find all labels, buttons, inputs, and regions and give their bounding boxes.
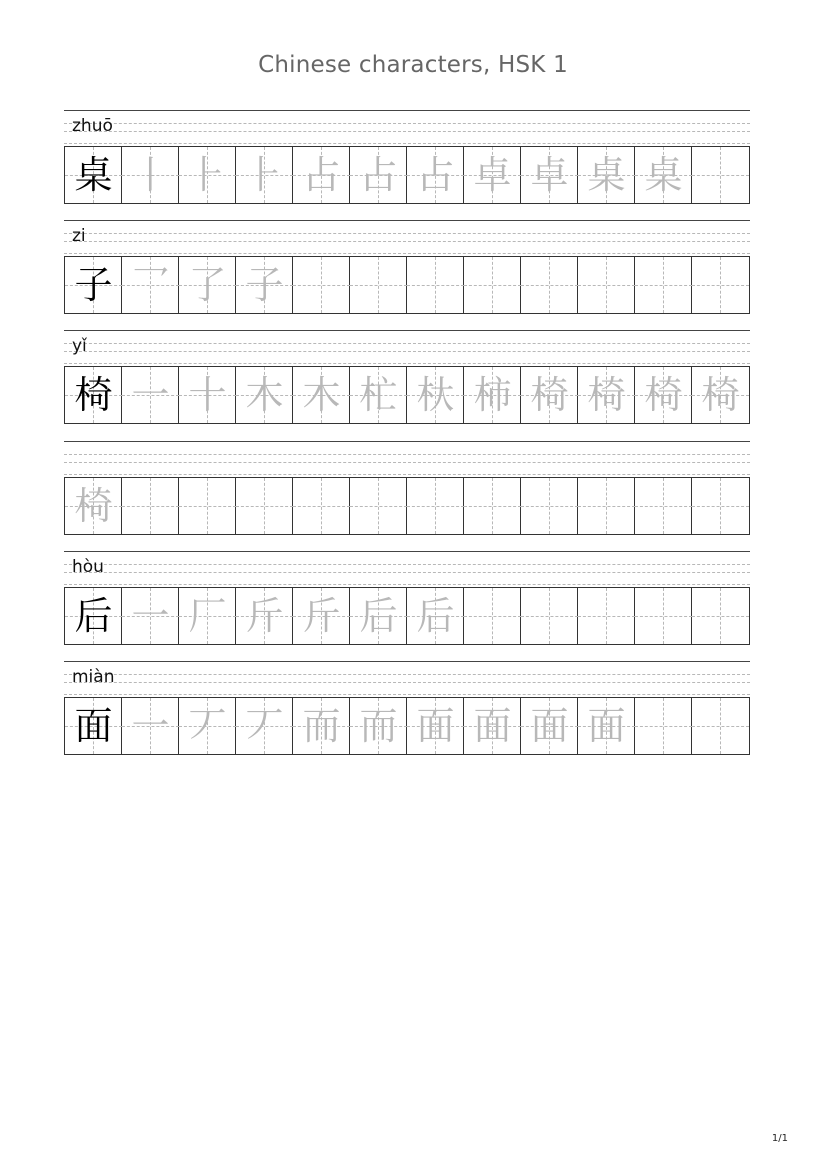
stroke-order-character: 一 [131, 373, 170, 417]
practice-cell [293, 257, 350, 313]
stroke-order-character: 乛 [131, 263, 170, 307]
pinyin-guide-line [64, 694, 750, 695]
practice-cell [179, 588, 236, 644]
stroke-order-character: 木 [245, 373, 284, 417]
practice-cell [692, 588, 749, 644]
cell-guide-horizontal [635, 616, 692, 617]
model-character-cell [65, 257, 122, 313]
pinyin-guide-line [64, 363, 750, 364]
practice-cell [407, 367, 464, 423]
page-number: 1/1 [771, 1133, 788, 1144]
pinyin-guide-line [64, 674, 750, 675]
practice-cell [464, 698, 521, 754]
pinyin-band [64, 441, 750, 477]
cell-guide-horizontal [692, 506, 749, 507]
practice-cell [635, 698, 692, 754]
practice-cell [179, 478, 236, 534]
pinyin-guide-line [64, 253, 750, 254]
practice-cell [578, 698, 635, 754]
stroke-order-character: 丆 [188, 704, 227, 748]
pinyin-guide-line [64, 220, 750, 221]
stroke-order-character: 桌 [587, 153, 626, 197]
practice-cell [293, 588, 350, 644]
pinyin-guide-line [64, 474, 750, 475]
practice-cell [692, 367, 749, 423]
cell-guide-horizontal [179, 506, 236, 507]
practice-cell [407, 147, 464, 203]
practice-cell [293, 147, 350, 203]
character-grid [64, 146, 750, 204]
stroke-order-character: 一 [131, 594, 170, 638]
model-character-cell [65, 588, 122, 644]
cell-guide-horizontal [521, 506, 578, 507]
pinyin-band [64, 220, 750, 256]
stroke-order-character: 柿 [473, 373, 512, 417]
practice-cell [464, 478, 521, 534]
stroke-order-character: 了 [188, 263, 227, 307]
stroke-order-character: 后 [359, 594, 398, 638]
practice-cell [179, 147, 236, 203]
stroke-order-character: 占 [302, 153, 341, 197]
model-character: 桌 [74, 153, 113, 197]
practice-cell [122, 257, 179, 313]
stroke-order-character: 椅 [701, 373, 740, 417]
pinyin-guide-line [64, 584, 750, 585]
cell-guide-horizontal [578, 285, 635, 286]
stroke-order-character: 椅 [644, 373, 683, 417]
pinyin-guide-line [64, 143, 750, 144]
practice-cell [635, 147, 692, 203]
pinyin-guide-line [64, 564, 750, 565]
practice-cell [293, 367, 350, 423]
stroke-order-character: 杕 [416, 373, 455, 417]
cell-guide-horizontal [350, 506, 407, 507]
cell-guide-horizontal [464, 616, 521, 617]
cell-guide-horizontal [521, 616, 578, 617]
stroke-order-character: 十 [188, 373, 227, 417]
cell-guide-horizontal [407, 285, 464, 286]
cell-guide-horizontal [464, 506, 521, 507]
practice-cell [350, 478, 407, 534]
character-grid [64, 697, 750, 755]
cell-guide-horizontal [635, 285, 692, 286]
practice-cell [350, 698, 407, 754]
cell-guide-horizontal [635, 506, 692, 507]
pinyin-guide-line [64, 551, 750, 552]
cell-guide-horizontal [692, 285, 749, 286]
practice-cell [122, 147, 179, 203]
model-character: 后 [74, 594, 113, 638]
cell-guide-horizontal [407, 506, 464, 507]
pinyin-guide-line [64, 233, 750, 234]
cell-guide-horizontal [236, 506, 293, 507]
practice-cell [407, 257, 464, 313]
stroke-order-character: 卓 [530, 153, 569, 197]
model-character-cell [65, 367, 122, 423]
practice-cell [122, 698, 179, 754]
character-grid [64, 587, 750, 645]
practice-cell [179, 698, 236, 754]
practice-cell [578, 147, 635, 203]
practice-cell [350, 257, 407, 313]
pinyin-guide-line [64, 351, 750, 352]
pinyin-label: miàn [72, 667, 115, 687]
character-grid [64, 256, 750, 314]
practice-cell [122, 367, 179, 423]
practice-cell [179, 257, 236, 313]
practice-cell [407, 698, 464, 754]
cell-guide-horizontal [293, 285, 350, 286]
stroke-order-character: ⺊ [188, 153, 227, 197]
practice-cell [521, 367, 578, 423]
practice-cell [293, 698, 350, 754]
pinyin-guide-line [64, 110, 750, 111]
stroke-order-character: 而 [302, 704, 341, 748]
pinyin-guide-line [64, 682, 750, 683]
practice-cell [236, 367, 293, 423]
page-title: Chinese characters, HSK 1 [258, 52, 568, 78]
practice-cell [236, 588, 293, 644]
pinyin-band [64, 330, 750, 366]
stroke-order-character: 占 [359, 153, 398, 197]
stroke-order-character: 子 [245, 263, 284, 307]
stroke-order-character: 椅 [530, 373, 569, 417]
character-grid [64, 477, 750, 535]
stroke-order-character: 面 [587, 704, 626, 748]
practice-cell [236, 147, 293, 203]
model-character-cell [65, 478, 122, 534]
pinyin-guide-line [64, 572, 750, 573]
pinyin-guide-line [64, 131, 750, 132]
stroke-order-character: 椅 [587, 373, 626, 417]
practice-cell [350, 367, 407, 423]
pinyin-guide-line [64, 661, 750, 662]
model-character: 子 [74, 263, 113, 307]
practice-row [64, 551, 750, 645]
cell-guide-horizontal [464, 285, 521, 286]
pinyin-guide-line [64, 330, 750, 331]
practice-cell [635, 367, 692, 423]
practice-cell [578, 257, 635, 313]
model-character: 椅 [74, 373, 113, 417]
model-character: 面 [74, 704, 113, 748]
stroke-order-character: 丨 [131, 153, 170, 197]
stroke-order-character: 厂 [188, 594, 227, 638]
practice-cell [293, 478, 350, 534]
pinyin-guide-line [64, 343, 750, 344]
model-character-cell [65, 147, 122, 203]
practice-cell [407, 478, 464, 534]
pinyin-label: zhuō [72, 116, 113, 136]
practice-cell [635, 257, 692, 313]
pinyin-band [64, 661, 750, 697]
practice-cell [350, 147, 407, 203]
pinyin-guide-line [64, 441, 750, 442]
practice-row [64, 110, 750, 204]
practice-cell [521, 588, 578, 644]
practice-cell [464, 367, 521, 423]
stroke-order-character: 面 [473, 704, 512, 748]
practice-cell [236, 257, 293, 313]
cell-guide-horizontal [578, 506, 635, 507]
cell-guide-horizontal [635, 726, 692, 727]
stroke-order-character: 后 [416, 594, 455, 638]
pinyin-guide-line [64, 241, 750, 242]
practice-cell [464, 257, 521, 313]
pinyin-band [64, 551, 750, 587]
stroke-order-character: 木 [302, 373, 341, 417]
practice-cell [464, 147, 521, 203]
cell-guide-horizontal [293, 506, 350, 507]
practice-cell [521, 257, 578, 313]
practice-cell [179, 367, 236, 423]
practice-cell [521, 698, 578, 754]
pinyin-guide-line [64, 462, 750, 463]
cell-guide-horizontal [692, 726, 749, 727]
model-character: 椅 [74, 484, 113, 528]
practice-cell [692, 147, 749, 203]
practice-row [64, 220, 750, 314]
stroke-order-character: 卓 [473, 153, 512, 197]
practice-cell [692, 257, 749, 313]
practice-cell [635, 588, 692, 644]
practice-cell [578, 367, 635, 423]
model-character-cell [65, 698, 122, 754]
stroke-order-character: 斤 [245, 594, 284, 638]
cell-guide-horizontal [350, 285, 407, 286]
cell-guide-horizontal [692, 616, 749, 617]
stroke-order-character: 杧 [359, 373, 398, 417]
pinyin-guide-line [64, 454, 750, 455]
pinyin-label: hòu [72, 557, 104, 577]
cell-guide-horizontal [578, 616, 635, 617]
cell-guide-horizontal [122, 506, 179, 507]
practice-cell [578, 478, 635, 534]
stroke-order-character: 斤 [302, 594, 341, 638]
pinyin-label: yǐ [72, 336, 87, 356]
practice-cell [578, 588, 635, 644]
pinyin-band [64, 110, 750, 146]
practice-cell [521, 478, 578, 534]
stroke-order-character: 丆 [245, 704, 284, 748]
practice-cell [236, 478, 293, 534]
pinyin-label: zi [72, 226, 86, 246]
practice-row [64, 330, 750, 424]
stroke-order-character: 而 [359, 704, 398, 748]
practice-cell [407, 588, 464, 644]
practice-cell [464, 588, 521, 644]
stroke-order-character: 占 [416, 153, 455, 197]
practice-row [64, 661, 750, 755]
practice-cell [521, 147, 578, 203]
practice-cell [692, 698, 749, 754]
stroke-order-character: 面 [530, 704, 569, 748]
practice-cell [122, 588, 179, 644]
practice-cell [236, 698, 293, 754]
cell-guide-horizontal [521, 285, 578, 286]
practice-cell [635, 478, 692, 534]
practice-cell [692, 478, 749, 534]
stroke-order-character: 面 [416, 704, 455, 748]
stroke-order-character: ⺊ [245, 153, 284, 197]
practice-row [64, 441, 750, 535]
pinyin-guide-line [64, 123, 750, 124]
practice-cell [350, 588, 407, 644]
practice-cell [122, 478, 179, 534]
stroke-order-character: 一 [131, 704, 170, 748]
cell-guide-horizontal [692, 175, 749, 176]
stroke-order-character: 桌 [644, 153, 683, 197]
character-grid [64, 366, 750, 424]
